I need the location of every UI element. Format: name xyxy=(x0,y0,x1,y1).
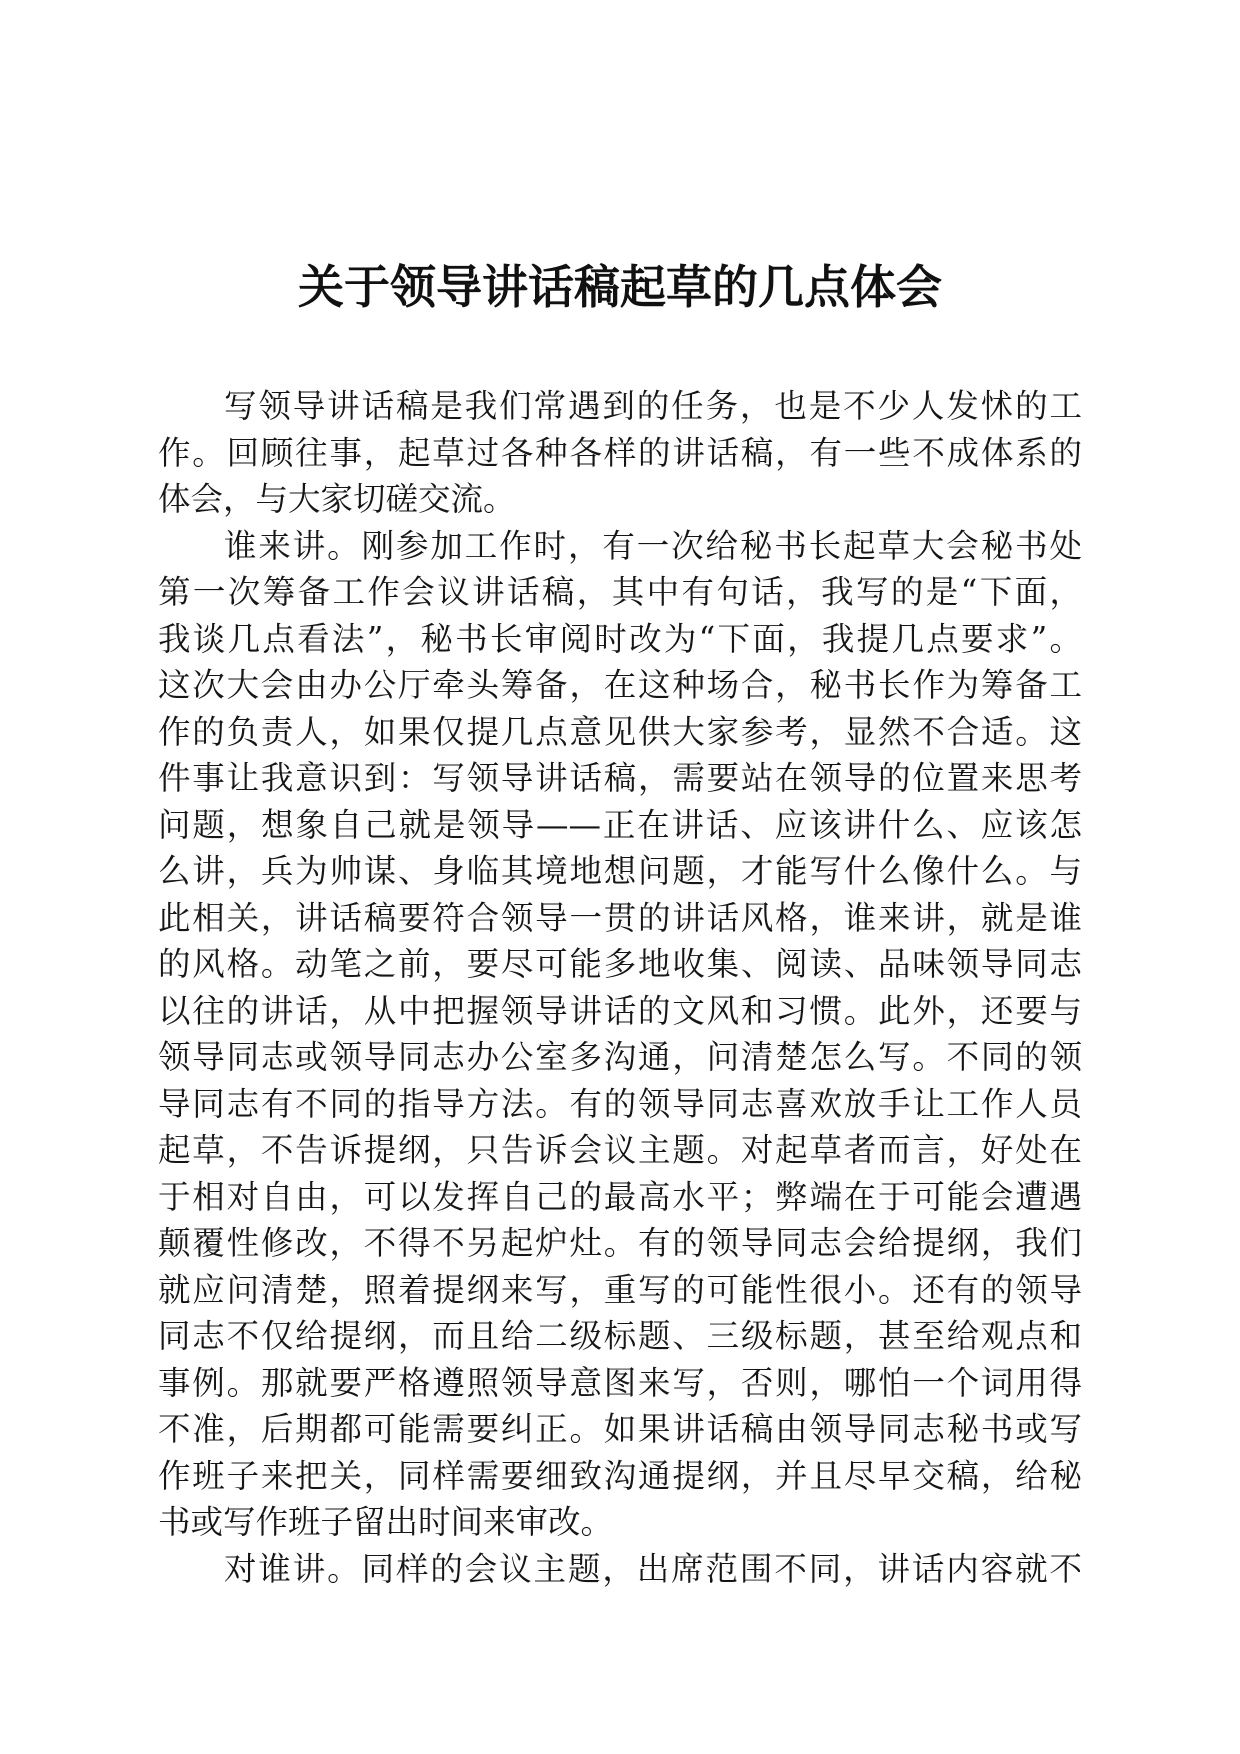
body-line: 就应问清楚，照着提纲来写，重写的可能性很小。还有的领导 xyxy=(158,1270,1082,1309)
body-line: 么讲，兵为帅谋、身临其境地想问题，才能写什么像什么。与 xyxy=(158,852,1082,890)
body-line: 导同志有不同的指导方法。有的领导同志喜欢放手让工作人员 xyxy=(158,1084,1082,1123)
paragraph-who-speaks xyxy=(158,523,1082,1546)
body-line: 颠覆性修改，不得不另起炉灶。有的领导同志会给提纲，我们 xyxy=(158,1224,1082,1262)
body-line: 不准，后期都可能需要纠正。如果讲话稿由领导同志秘书或写 xyxy=(158,1410,1082,1448)
body-line: 作班子来把关，同样需要细致沟通提纲，并且尽早交稿，给秘 xyxy=(158,1456,1082,1495)
body-line: 第一次筹备工作会议讲话稿，其中有句话，我写的是“下面， xyxy=(158,573,1082,611)
body-line: 领导同志或领导同志办公室多沟通，问清楚怎么写。不同的领 xyxy=(158,1038,1082,1076)
body-line: 体会，与大家切磋交流。 xyxy=(158,480,516,518)
body-line: 这次大会由办公厅牵头筹备，在这种场合，秘书长作为筹备工 xyxy=(158,666,1082,704)
body-line: 起草，不告诉提纲，只告诉会议主题。对起草者而言，好处在 xyxy=(158,1131,1082,1169)
body-line: 以往的讲话，从中把握领导讲话的文风和习惯。此外，还要与 xyxy=(158,991,1082,1030)
body-line: 书或写作班子留出时间来审改。 xyxy=(158,1503,614,1541)
document-title: 关于领导讲话稿起草的几点体会 xyxy=(298,260,942,314)
paragraph-intro xyxy=(158,383,1082,523)
body-line: 问题，想象自己就是领导——正在讲话、应该讲什么、应该怎 xyxy=(158,805,1082,844)
paragraph-to-whom xyxy=(158,1546,1082,1593)
document-body xyxy=(158,383,1082,1592)
body-line: 谁来讲。刚参加工作时，有一次给秘书长起草大会秘书处 xyxy=(224,526,1082,565)
body-line: 此相关，讲话稿要符合领导一贯的讲话风格，谁来讲，就是谁 xyxy=(158,898,1082,937)
body-line: 我谈几点看法”，秘书长审阅时改为“下面，我提几点要求”。 xyxy=(158,619,1082,658)
body-line: 件事让我意识到：写领导讲话稿，需要站在领导的位置来思考 xyxy=(158,759,1082,797)
body-line: 作的负责人，如果仅提几点意见供大家参考，显然不合适。这 xyxy=(158,712,1082,751)
body-line: 同志不仅给提纲，而且给二级标题、三级标题，甚至给观点和 xyxy=(158,1317,1082,1355)
body-line: 于相对自由，可以发挥自己的最高水平；弊端在于可能会遭遇 xyxy=(158,1177,1082,1216)
body-line: 作。回顾往事，起草过各种各样的讲话稿，有一些不成体系的 xyxy=(158,433,1082,472)
body-line: 的风格。动笔之前，要尽可能多地收集、阅读、品味领导同志 xyxy=(158,945,1082,983)
body-line: 事例。那就要严格遵照领导意图来写，否则，哪怕一个词用得 xyxy=(158,1363,1082,1402)
body-line: 写领导讲话稿是我们常遇到的任务，也是不少人发怵的工 xyxy=(224,387,1082,425)
body-line: 对谁讲。同样的会议主题，出席范围不同，讲话内容就不 xyxy=(224,1549,1082,1588)
